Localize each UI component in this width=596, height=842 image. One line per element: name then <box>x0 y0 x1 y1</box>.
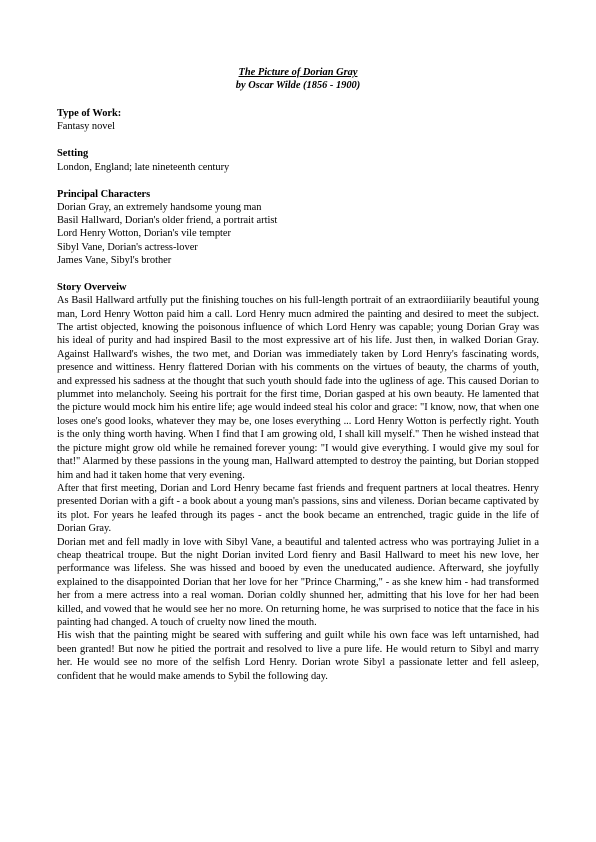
type-of-work-value: Fantasy novel <box>57 121 116 133</box>
overview-paragraph: Dorian met and fell madly in love with Sibyl Vane, a beautiful and talented actress who was portraying Juliet in a cheap theatrical troupe. But the night Dorian invited Lord fienry and Basil Hallward to meet his new love, her performance was lifeless. She was hissed and booed by even the uneducated audience. Afterward, she joyfully explained to the disappointed Dorian that her love for her "Prince Charming," - as she knew him - had transformed her from a mere actress into a real woman. Dorian coldly shunned her, admitting that his love for her had been killed, and vowed that he would see her no more. On returning home, he was surprised to notice that the face in his painting had changed. A touch of cruelty now lined the mouth. <box>57 536 539 628</box>
story-overview-section <box>57 281 539 683</box>
setting-value: London, England; late nineteenth century <box>57 161 230 173</box>
setting-heading: Setting <box>57 148 89 160</box>
setting-section <box>57 147 539 173</box>
title-block <box>57 66 539 92</box>
character-item: James Vane, Sibyl's brother <box>57 254 172 266</box>
story-overview-heading: Story Overveiw <box>57 282 127 294</box>
type-of-work-heading: Type of Work: <box>57 108 122 119</box>
character-item: Basil Hallward, Dorian's older friend, a portrait artist <box>57 215 278 227</box>
author-byline: by Oscar Wilde (1856 - 1900) <box>235 80 361 91</box>
overview-paragraph: His wish that the painting might be seared with suffering and guilt while his own face was left untarnished, had been granted! But now he pitied the portrait and resolved to live a pure life. He would return to Sibyl and marry her. He would see no more of the selfish Lord Henry. Dorian wrote Sibyl a passionate letter and fell asleep, confident that he would make amends to Sybil the following day. <box>57 630 539 682</box>
character-item: Sibyl Vane, Dorian's actress-lover <box>57 241 198 253</box>
character-item: Lord Henry Wotton, Dorian's vile tempter <box>57 228 231 240</box>
principal-characters-heading: Principal Characters <box>57 188 151 200</box>
principal-characters-section <box>57 188 539 267</box>
type-of-work-section <box>57 107 539 133</box>
book-title: The Picture of Dorian Gray <box>238 67 358 78</box>
overview-paragraph: As Basil Hallward artfully put the finishing touches on his full-length portrait of an extraordiiiarily beautiful young man, Lord Henry Wotton paid him a call. Lord Henry mucn admired the painting and desired to meet the subject. The artist objected, knowing the poisonous influence of which Lord Henry was capable; young Dorian Gray was his ideal of purity and had inspired Basil to the most expressive art of his life. Just then, in walked Dorian Gray. Against Hallward's wishes, the two met, and Dorian was immediately taken by Lord Henry's fascinating words, presence and wittiness. Henry flattered Dorian with his comments on the virtues of beauty, the charms of youth, and expressed his sadness at the thought that such youth should fade into the ugliness of age. This caused Dorian to plummet into melancholy. Seeing his portrait for the first time, Dorian gasped at his own beauty. He lamented that the picture would mock him his entire life; age would indeed steal his color and grace: "I know, now, that when one loses one's good looks, whatever they may be, one loses everything ... Lord Henry Wotton is perfectly right. Youth is the only thing worth having. When I find that I am growing old, I shall kill myself." Then he wished instead that the picture might grow old while he remained forever young: "I would give everything. I would give my soul for that!" Alarmed by these passions in the young man, Hallward attempted to destroy the painting, but Dorian stopped him and had it taken home that very evening. <box>57 295 539 481</box>
overview-paragraph: After that first meeting, Dorian and Lord Henry became fast friends and frequent partners at local theatres. Henry presented Dorian with a gift - a book about a young man's passions, sins and vileness. Dorian became captivated by its plot. For years he leafed through its pages - anct the book became an entrenched, tragic guide in the life of Dorian Gray. <box>57 482 539 535</box>
character-item: Dorian Gray, an extremely handsome young man <box>57 202 262 214</box>
